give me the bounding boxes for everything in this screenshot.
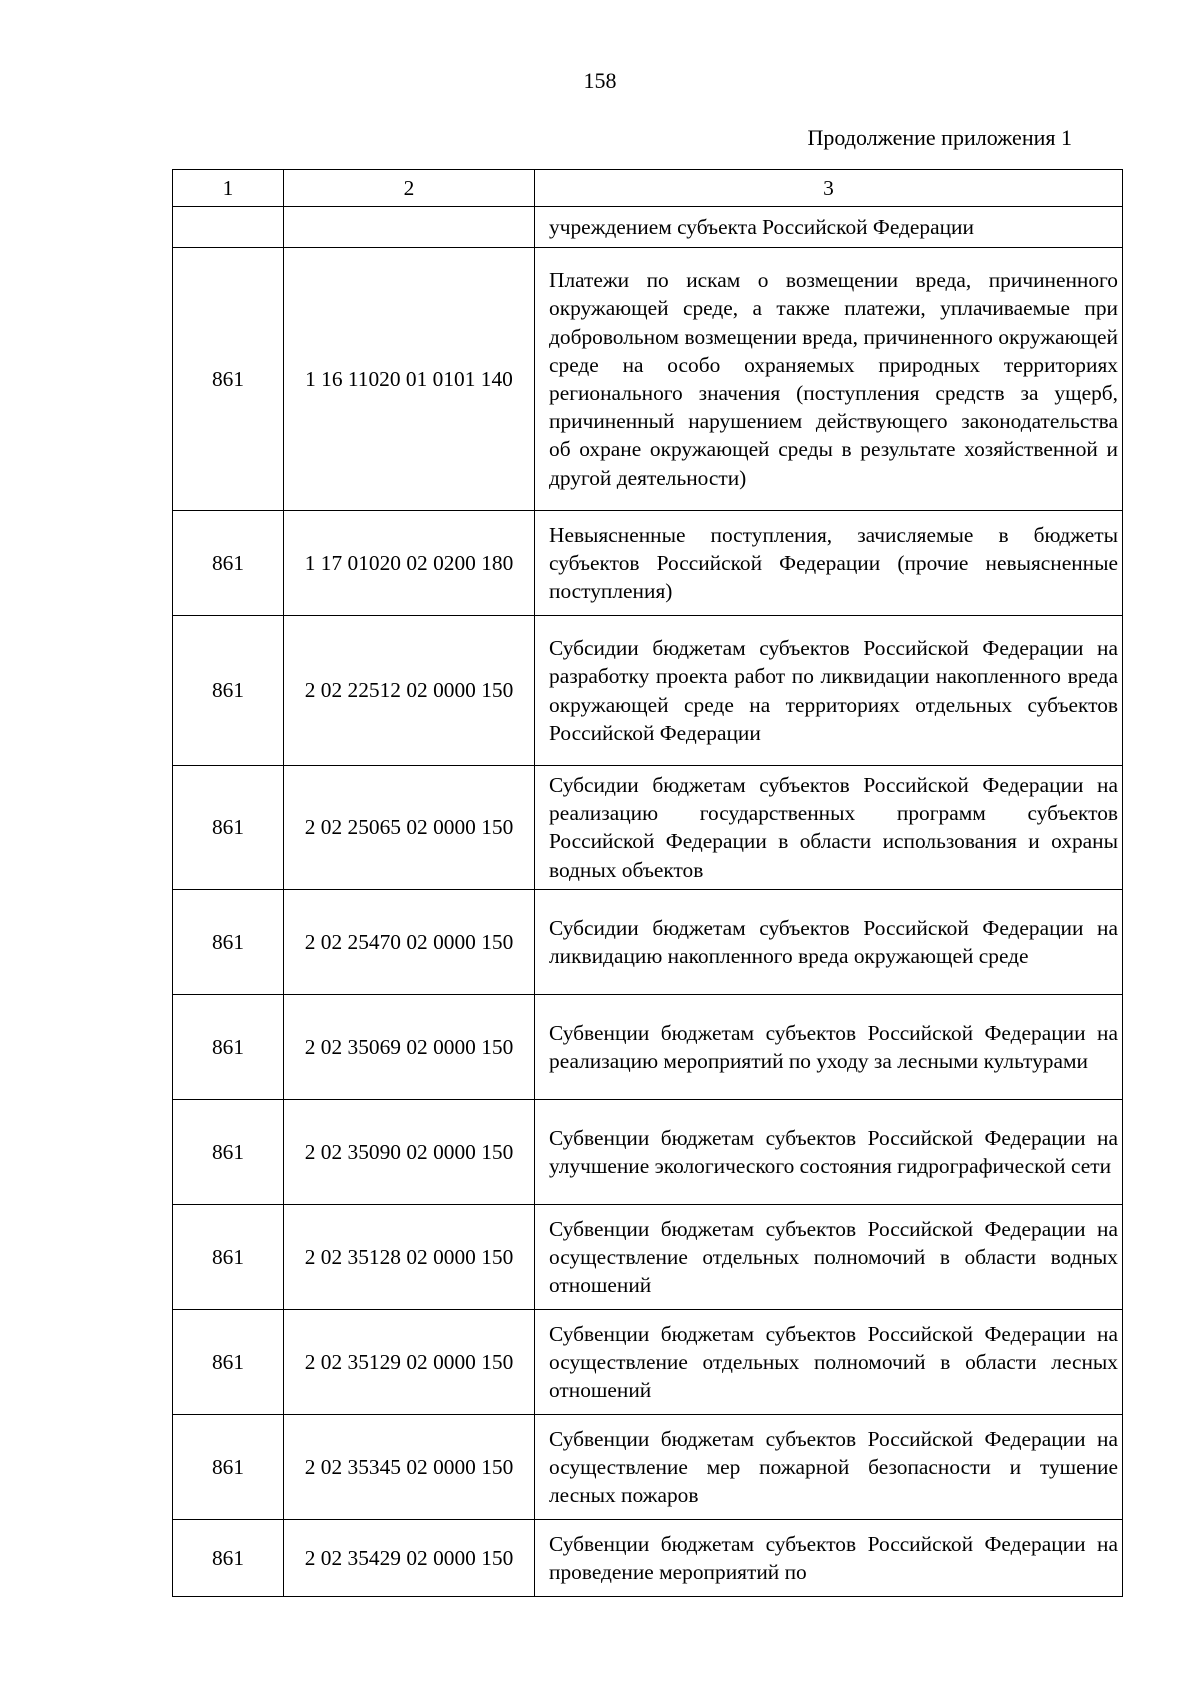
admin-code-cell: 861: [173, 994, 284, 1099]
description-cell: Субсидии бюджетам субъектов Российской Федерации на разработку проекта работ по ликвидации накопленного вреда окружающей среде на территориях отдельных субъектов Российской Федерации: [535, 616, 1123, 766]
table-row: [173, 766, 1123, 890]
description-cell: Субвенции бюджетам субъектов Российской Федерации на улучшение экологического состояния гидрографической сети: [535, 1099, 1123, 1204]
revenue-codes-table: [172, 169, 1123, 1597]
budget-code-cell: 2 02 22512 02 0000 150: [284, 616, 535, 766]
admin-code-cell: 861: [173, 1204, 284, 1309]
description-cell: Субвенции бюджетам субъектов Российской Федерации на осуществление отдельных полномочий в области лесных отношений: [535, 1309, 1123, 1414]
admin-code-cell: 861: [173, 248, 284, 511]
table-row: [173, 889, 1123, 994]
table-row: [173, 511, 1123, 616]
budget-code-cell: 2 02 35345 02 0000 150: [284, 1414, 535, 1519]
budget-code-cell: 2 02 35090 02 0000 150: [284, 1099, 535, 1204]
table-row: [173, 1519, 1123, 1596]
admin-code-cell: 861: [173, 616, 284, 766]
description-cell: Невыясненные поступления, зачисляемые в бюджеты субъектов Российской Федерации (прочие невыясненные поступления): [535, 511, 1123, 616]
admin-code-cell: 861: [173, 511, 284, 616]
table-row: [173, 616, 1123, 766]
description-cell: Субвенции бюджетам субъектов Российской Федерации на осуществление мер пожарной безопасности и тушение лесных пожаров: [535, 1414, 1123, 1519]
budget-code-cell: 1 16 11020 01 0101 140: [284, 248, 535, 511]
admin-code-cell: 861: [173, 889, 284, 994]
table-row: [173, 248, 1123, 511]
description-cell: Субвенции бюджетам субъектов Российской Федерации на реализацию мероприятий по уходу за лесными культурами: [535, 994, 1123, 1099]
description-cell: Субсидии бюджетам субъектов Российской Федерации на ликвидацию накопленного вреда окружающей среде: [535, 889, 1123, 994]
budget-code-cell: 2 02 35429 02 0000 150: [284, 1519, 535, 1596]
column-header-3: 3: [535, 170, 1123, 207]
description-cell: Субсидии бюджетам субъектов Российской Федерации на реализацию государственных программ субъектов Российской Федерации в области использования и охраны водных объектов: [535, 766, 1123, 890]
admin-code-cell: 861: [173, 1519, 284, 1596]
budget-code-cell: 2 02 35128 02 0000 150: [284, 1204, 535, 1309]
table-row: [173, 1414, 1123, 1519]
table-row: [173, 1204, 1123, 1309]
table-row: [173, 1309, 1123, 1414]
description-cell: Субвенции бюджетам субъектов Российской Федерации на проведение мероприятий по: [535, 1519, 1123, 1596]
table-row: [173, 994, 1123, 1099]
budget-code-cell: 1 17 01020 02 0200 180: [284, 511, 535, 616]
budget-code-cell: 2 02 35129 02 0000 150: [284, 1309, 535, 1414]
description-cell: Платежи по искам о возмещении вреда, причиненного окружающей среде, а также платежи, уплачиваемые при добровольном возмещении вреда, причиненного окружающей среде на особо охраняемых природных территориях регионального значения (поступления средств за ущерб, причиненный нарушением действующего законодательства об охране окружающей среды в результате хозяйственной и другой деятельности): [535, 248, 1123, 511]
appendix-continuation-note: Продолжение приложения 1: [807, 125, 1072, 150]
admin-code-cell: 861: [173, 1414, 284, 1519]
continuation-row: [173, 207, 1123, 248]
description-cell: учреждением субъекта Российской Федерации: [535, 207, 1123, 248]
column-header-2: 2: [284, 170, 535, 207]
budget-code-cell: 2 02 25470 02 0000 150: [284, 889, 535, 994]
budget-code-cell: 2 02 25065 02 0000 150: [284, 766, 535, 890]
description-cell: Субвенции бюджетам субъектов Российской Федерации на осуществление отдельных полномочий в области водных отношений: [535, 1204, 1123, 1309]
column-header-1: 1: [173, 170, 284, 207]
table-header-row: [173, 170, 1123, 207]
budget-code-cell: 2 02 35069 02 0000 150: [284, 994, 535, 1099]
admin-code-cell: [173, 207, 284, 248]
admin-code-cell: 861: [173, 1099, 284, 1204]
admin-code-cell: 861: [173, 766, 284, 890]
table-row: [173, 1099, 1123, 1204]
budget-code-cell: [284, 207, 535, 248]
admin-code-cell: 861: [173, 1309, 284, 1414]
page-number: 158: [583, 68, 617, 93]
